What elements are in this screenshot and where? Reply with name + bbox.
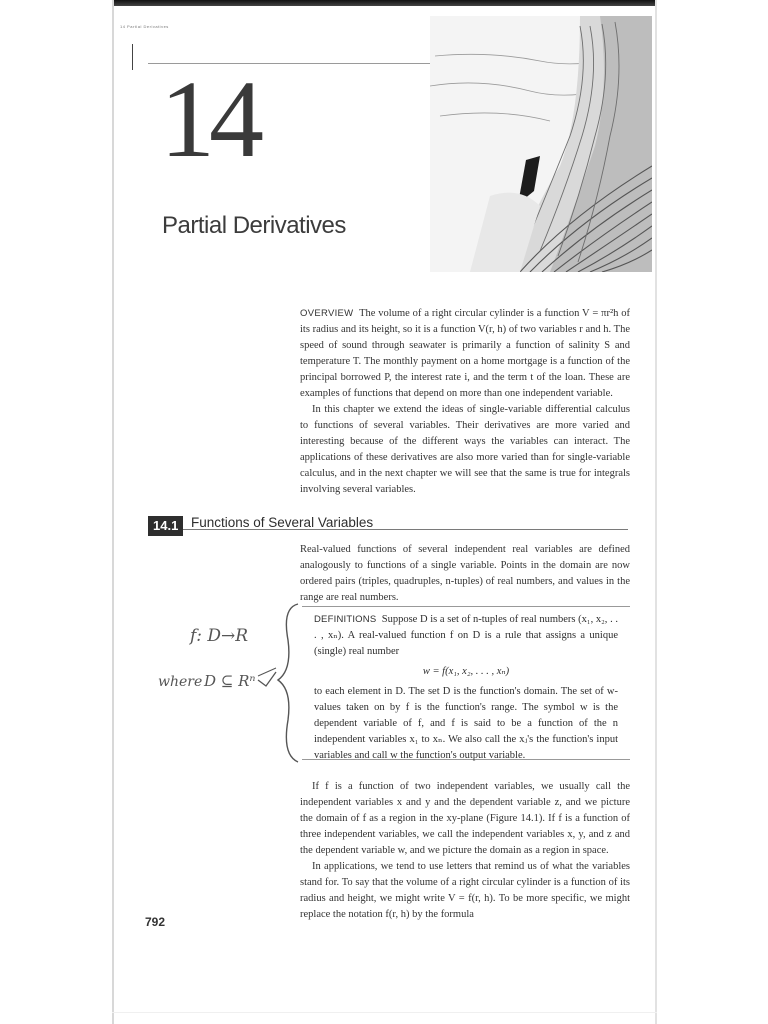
page-number: 792: [145, 915, 166, 929]
corner-mark: [132, 44, 133, 70]
rock-strata-photo: [430, 16, 652, 272]
overview-paragraph-2: In this chapter we extend the ideas of single-variable differential calculus to functions of several variables. Their derivatives are more varied and interesting because of the different ways the variables can interact. The applications of these derivatives are also more varied than for single-variable calculus, and in the next chapter we will see that the same is true for integrals involving several variables.: [300, 404, 630, 495]
overview-section: [300, 306, 630, 498]
section-intro: [300, 542, 630, 606]
handwritten-where-word: where: [158, 674, 203, 690]
definition-line-2: to each element in D. The set D is the function's domain. The set of w-values taken on by f is the function's range. The symbol w is the dependent variable of f, and f is said to be a function of the n independent variables x₁ to xₙ. We also call the xⱼ's the function's input variables and call w the function's output variable.: [314, 686, 618, 761]
checkmark-icon: [258, 672, 276, 686]
chapter-number: 14: [160, 58, 258, 180]
curly-brace-icon: [278, 604, 298, 762]
scan-edge-bottom: [112, 1012, 657, 1013]
body-paragraph-2: In applications, we tend to use letters that remind us of what the variables stand for. To say that the volume of a right circular cylinder is a function of its radius and height, we might write V = f(r, h). To be more specific, we might replace the notation f(r, h) by the formula: [300, 861, 630, 920]
section-number-badge: 14.1: [148, 516, 183, 536]
definition-formula: w = f(x₁, x₂, . . . , xₙ): [422, 666, 510, 677]
chapter-title: Partial Derivatives: [162, 212, 346, 239]
scan-edge-right: [655, 0, 657, 1024]
definition-line-1: Suppose D is a set of n-tuples of real numbers (x₁, x₂, . . . , xₙ). A real-valued function f on D is a rule that assigns a unique (single) real number: [314, 614, 619, 657]
overview-paragraph-1: The volume of a right circular cylinder is a function V = πr²h of its radius and its height, so it is a function V(r, h) of two variables r and h. The speed of sound through seawater is primarily a function of salinity S and temperature T. The monthly payment on a home mortgage is a function of the principal borrowed P, the interest rate i, and the term t of the loan. These are examples of functions that depend on more than one independent variable.: [300, 308, 631, 399]
definition-text: [314, 612, 618, 764]
handwritten-domain-note: D ⊆ Rⁿ: [204, 672, 256, 690]
section-title: Functions of Several Variables: [191, 515, 374, 530]
body-after-definition: [300, 779, 630, 923]
scan-edge-top: [112, 0, 657, 6]
body-paragraph-1: If f is a function of two independent variables, we usually call the independent variables x and y and the dependent variable z, and we picture the domain of f as a region in the xy-plane (Figure 14.1). If f is a function of three independent variables, we call the independent variables x, y, and z and the dependent variable w, and we picture the domain as a region in space.: [300, 781, 630, 856]
section-intro-text: Real-valued functions of several independent real variables are defined analogously to functions of a single variable. Points in the domain are now ordered pairs (triples, quadruples, n-tuples) of real numbers, and values in the range are real numbers.: [300, 544, 630, 603]
running-header: 14 Partial Derivatives: [120, 24, 169, 29]
handwritten-function-note: f: D→R: [190, 626, 249, 646]
scan-edge-left: [112, 0, 114, 1024]
definition-label: DEFINITIONS: [314, 614, 377, 625]
overview-label: OVERVIEW: [300, 308, 354, 319]
